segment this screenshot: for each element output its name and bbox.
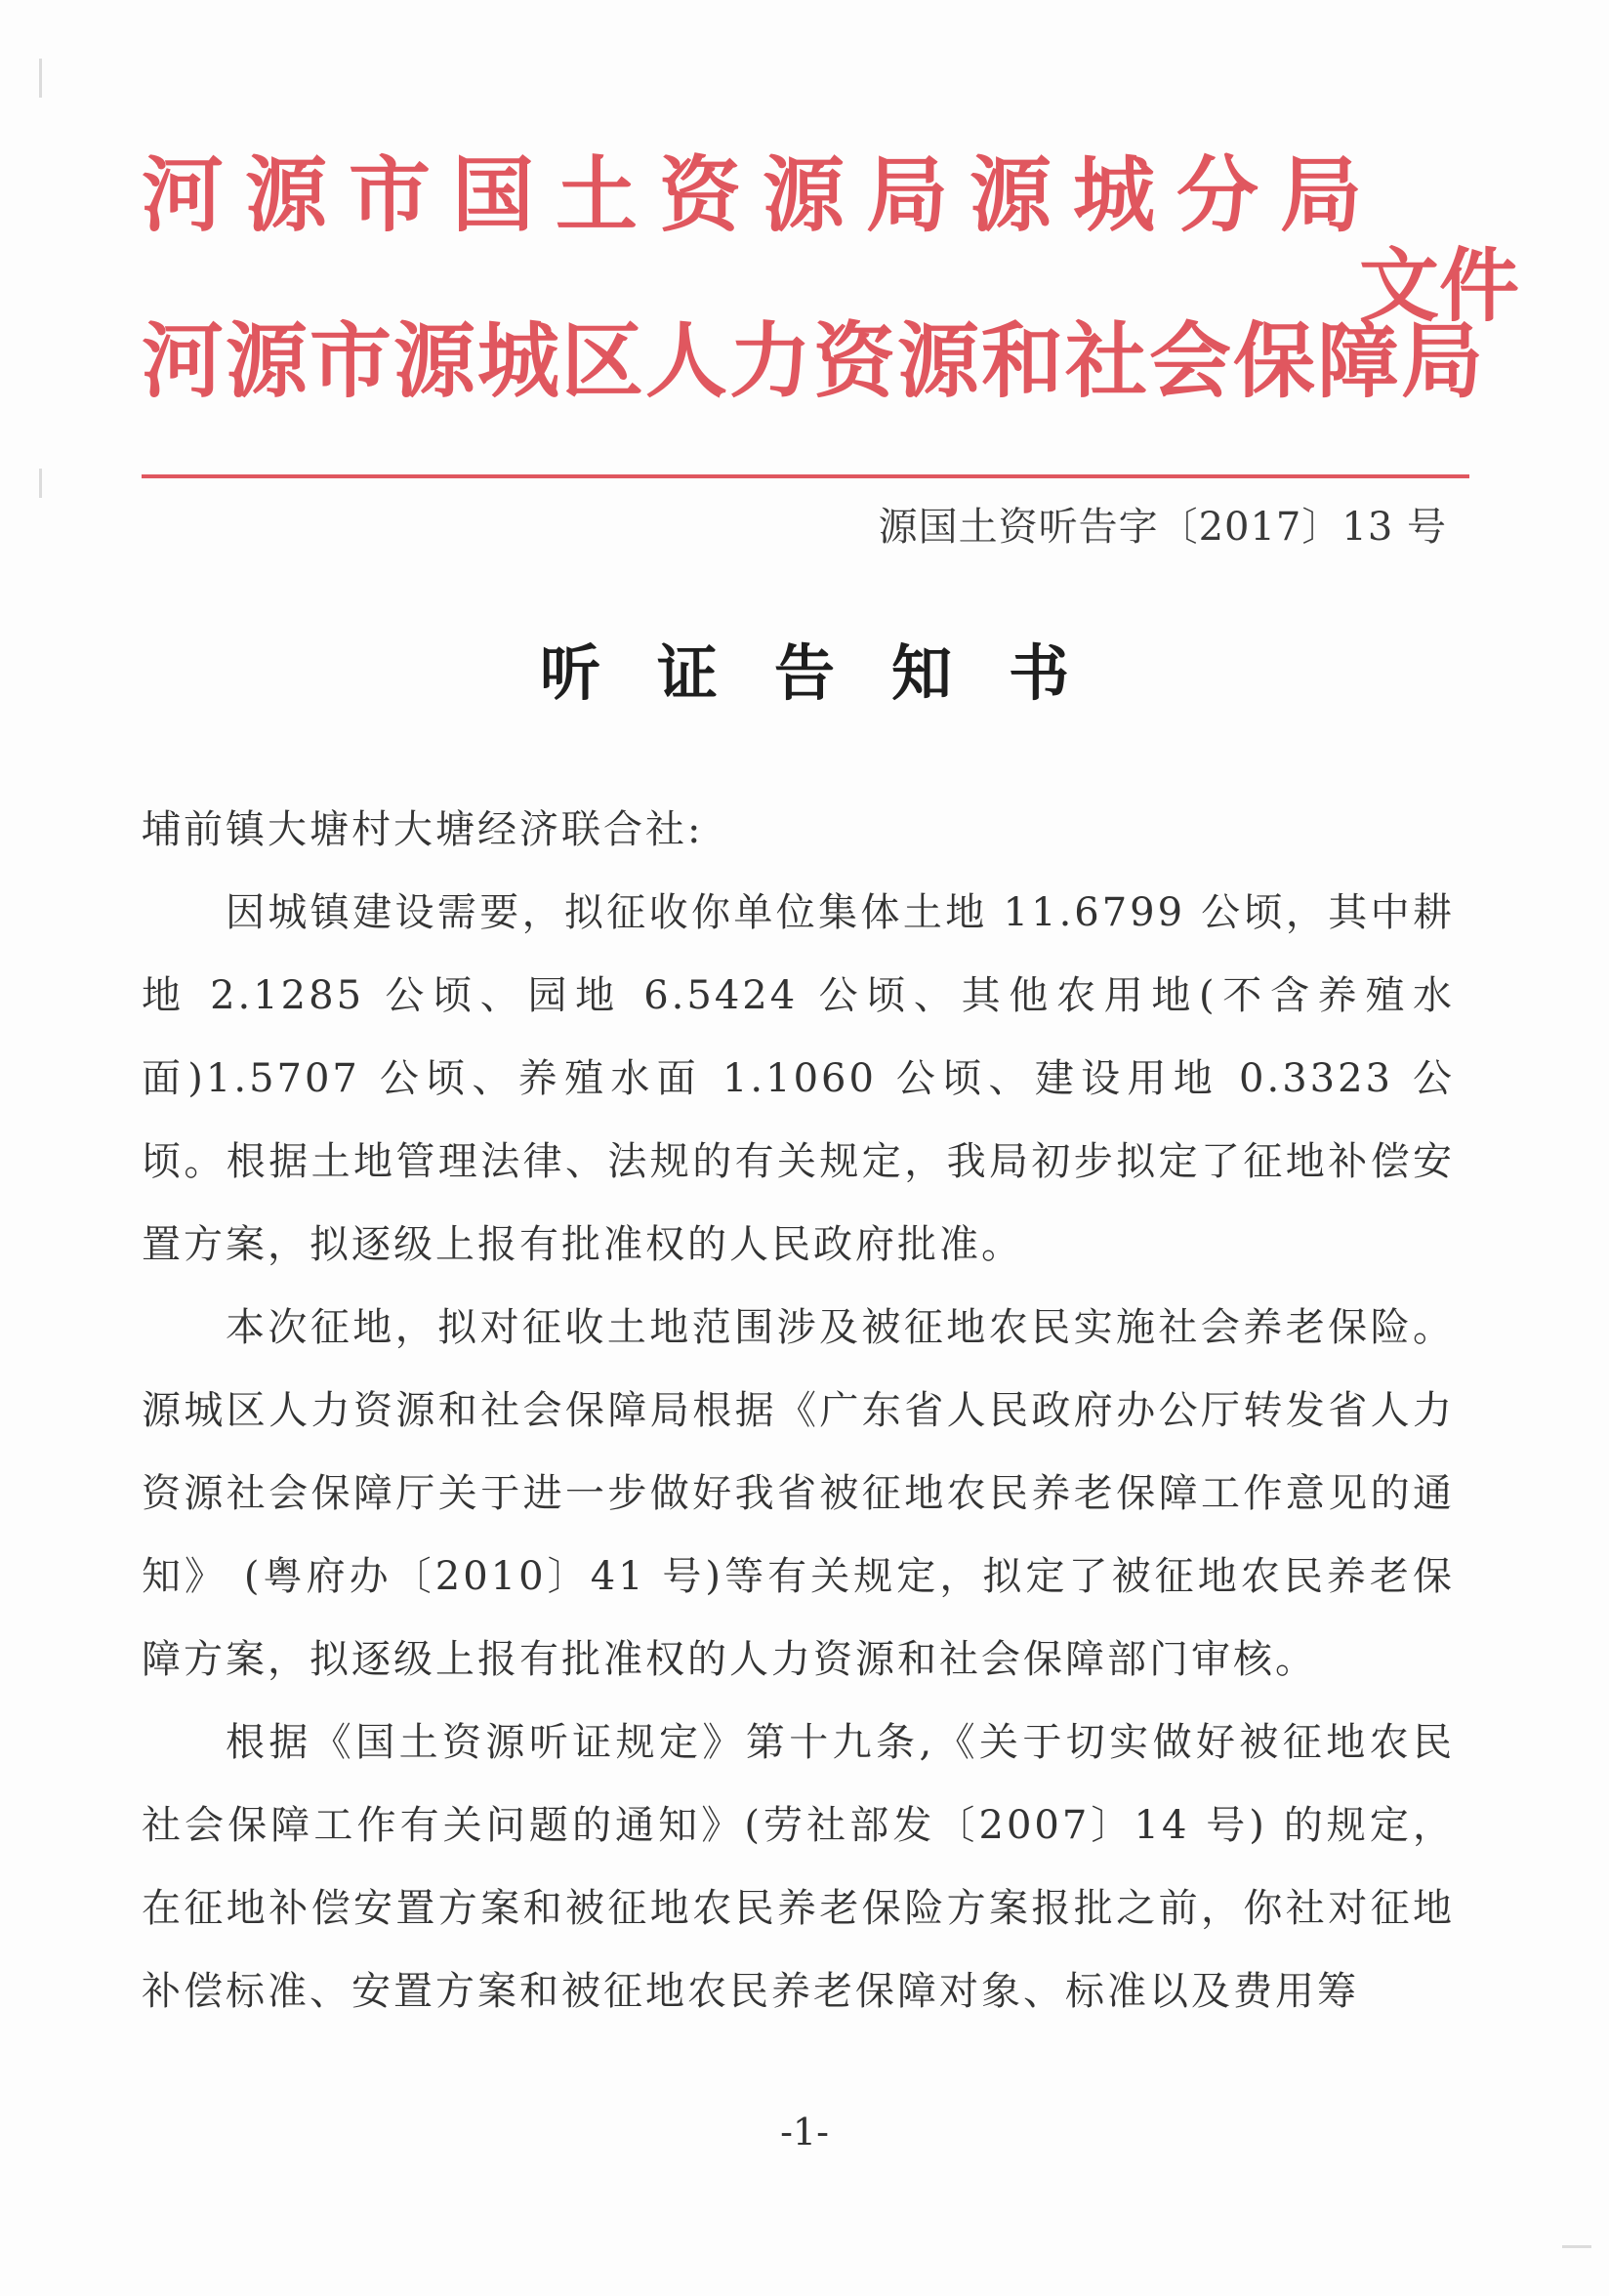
document-title: 听证告知书 [539,637,1126,709]
scan-edge-mark [39,59,42,98]
body-paragraph: 因城镇建设需要，拟征收你单位集体土地 11.6799 公顷，其中耕地 2.1285 公顷、园地 6.5424 公顷、其他农用地(不含养殖水面)1.5707 公顷、养殖水面 1.1060 公顷、建设用地 0.3323 公顷。根据土地管理法律、法规的有关规定，我局初步拟定了征地补偿安置方案，拟逐级上报有批准权的人民政府批准。 [142,890,1455,1267]
salutation: 埔前镇大塘村大塘经济联合社: [142,807,704,852]
header-red-rule [142,474,1469,478]
page-number: -1- [780,2111,829,2153]
body-paragraph: 本次征地，拟对征收土地范围涉及被征地农民实施社会养老保险。源城区人力资源和社会保障局根据《广东省人民政府办公厅转发省人力资源社会保障厅关于进一步做好我省被征地农民养老保障工作意见的通知》 (粤府办〔2010〕41 号)等有关规定，拟定了被征地农民养老保障方案，拟逐级上报有批准权的人力资源和社会保障部门审核。 [142,1305,1455,1682]
issuing-org-line-2: 河源市源城区人力资源和社会保障局 [142,312,1486,409]
body-paragraph: 根据《国土资源听证规定》第十九条,《关于切实做好被征地农民社会保障工作有关问题的通知》(劳社部发〔2007〕14 号) 的规定，在征地补偿安置方案和被征地农民养老保险方案报批之前，你社对征地补偿标准、安置方案和被征地农民养老保障对象、标准以及费用筹 [142,1720,1455,2014]
issuing-org-line-1: 河源市国土资源局源城分局 [142,146,1384,243]
scan-edge-mark [1562,2245,1591,2248]
scan-edge-mark [39,469,42,498]
document-body [142,789,1455,2033]
document-suffix: 文件 [1359,239,1520,333]
document-number: 源国土资听告字〔2017〕13 号 [878,505,1447,550]
